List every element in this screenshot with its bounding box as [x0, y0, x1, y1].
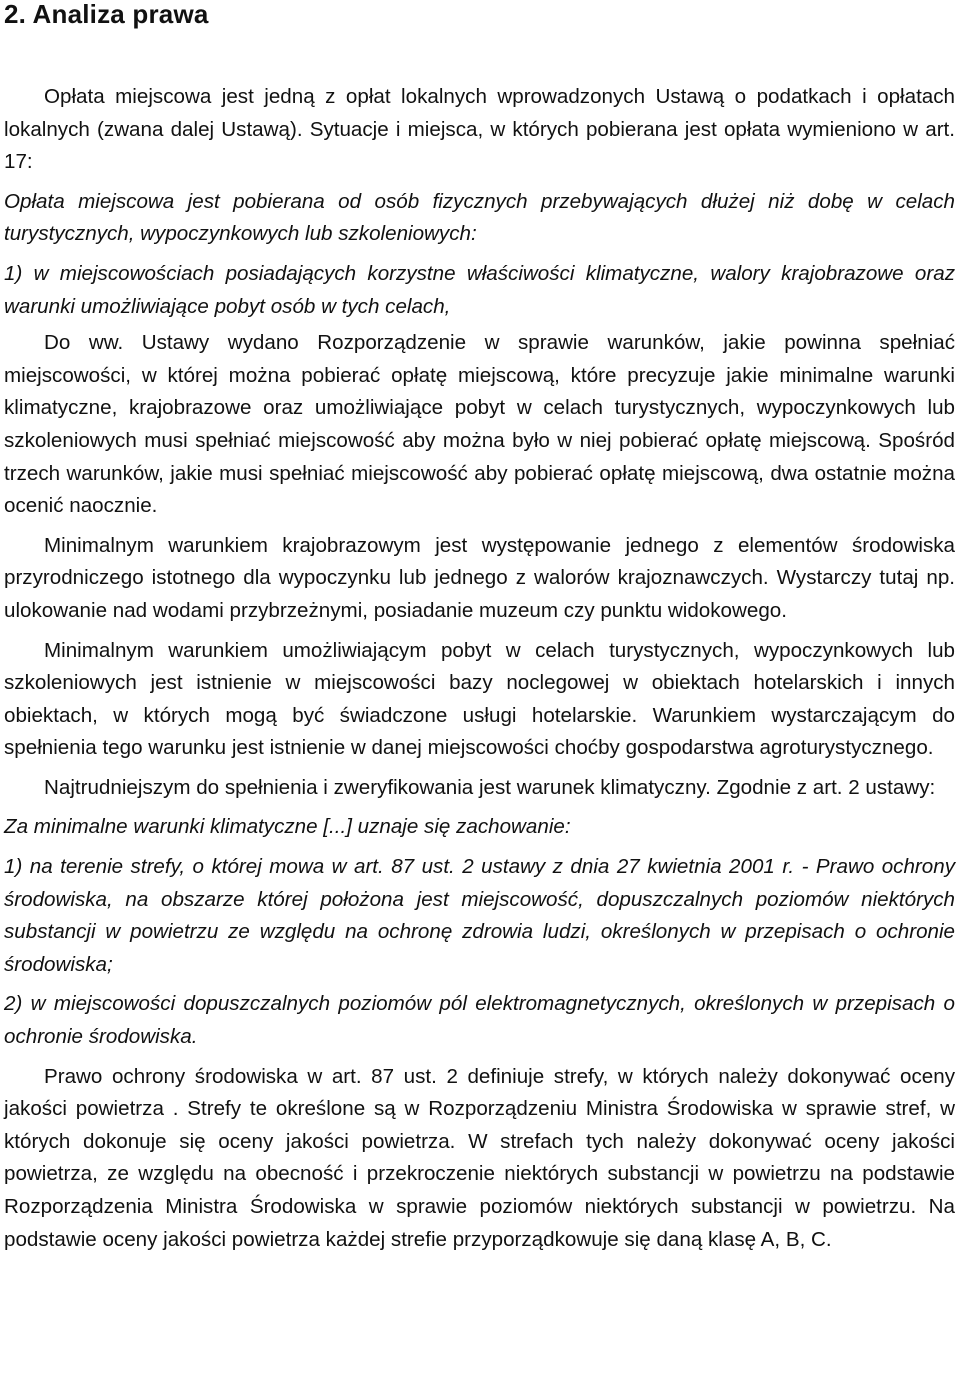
- paragraph-air-quality: Prawo ochrony środowiska w art. 87 ust. 2 definiuje strefy, w których należy dokonywać oceny jakości powietrza . Strefy te określone są w Rozporządzeniu Ministra Środowiska w sprawie stref, w których dokonuje się oceny jakości powietrza. W strefach tych należy dokonywać oceny jakości powietrza, ze względu na obecność i przekroczenie niektórych substancji w powietrzu na podstawie Rozporządzenia Ministra Środowiska w sprawie poziomów niektórych substancji w powietrzu. Na podstawie oceny jakości powietrza każdej strefie przyporządkowuje się daną klasę A, B, C.: [4, 1064, 955, 1251]
- quote-art2-point1: 1) na terenie strefy, o której mowa w art. 87 ust. 2 ustawy z dnia 27 kwietnia 2001 r. - Prawo ochrony środowiska, na obszarze której położona jest miejscowość, dopuszczalnych poziomów niektórych substancji w powietrzu ze względu na ochronę zdrowia ludzi, określonych w przepisach o ochronie środowiska;: [4, 855, 955, 976]
- paragraph-intro: Opłata miejscowa jest jedną z opłat lokalnych wprowadzonych Ustawą o podatkach i opłatach lokalnych (zwana dalej Ustawą). Sytuacje i miejsca, w których pobierana jest opłata wymieniono w art. 17:: [4, 85, 955, 174]
- paragraph-accommodation: Minimalnym warunkiem umożliwiającym pobyt w celach turystycznych, wypoczynkowych lub szkoleniowych jest istnienie w miejscowości bazy noclegowej w obiektach hotelarskich i innych obiektach, w których mogą być świadczone usługi hotelarskie. Warunkiem wystarczającym do spełnienia tego warunku jest istnienie w danej miejscowości choćby gospodarstwa agroturystycznego.: [4, 638, 955, 760]
- quote-art2-point2: 2) w miejscowości dopuszczalnych poziomów pól elektromagnetycznych, określonych w przepisach o ochronie środowiska.: [4, 992, 955, 1049]
- quote-art2: Za minimalne warunki klimatyczne [...] uznaje się zachowanie:: [4, 815, 571, 839]
- paragraph-climate: Najtrudniejszym do spełnienia i zweryfikowania jest warunek klimatyczny. Zgodnie z art. 2 ustawy:: [44, 775, 936, 799]
- section-heading: 2. Analiza prawa: [4, 0, 209, 29]
- quote-art17: Opłata miejscowa jest pobierana od osób fizycznych przebywających dłużej niż dobę w celach turystycznych, wypoczynkowych lub szkoleniowych:: [4, 189, 955, 246]
- quote-art17-point1: 1) w miejscowościach posiadających korzystne właściwości klimatyczne, walory krajobrazowe oraz warunki umożliwiające pobyt osób w tych celach,: [4, 261, 955, 318]
- paragraph-landscape: Minimalnym warunkiem krajobrazowym jest występowanie jednego z elementów środowiska przyrodniczego istotnego dla wypoczynku lub jednego z walorów krajoznawczych. Wystarczy tutaj np. ulokowanie nad wodami przybrzeżnymi, posiadanie muzeum czy punktu widokowego.: [4, 533, 955, 622]
- paragraph-regulation: Do ww. Ustawy wydano Rozporządzenie w sprawie warunków, jakie powinna spełniać miejscowości, w której można pobierać opłatę miejscową, które precyzuje jakie minimalne warunki klimatyczne, krajobrazowe oraz umożliwiające pobyt w celach turystycznych, wypoczynkowych lub szkoleniowych musi spełniać miejscowość aby można było w niej pobierać opłatę miejscową. Spośród trzech warunków, jakie musi spełniać miejscowość aby pobierać opłatę miejscową, dwa ostatnie można ocenić naocznie.: [4, 331, 955, 518]
